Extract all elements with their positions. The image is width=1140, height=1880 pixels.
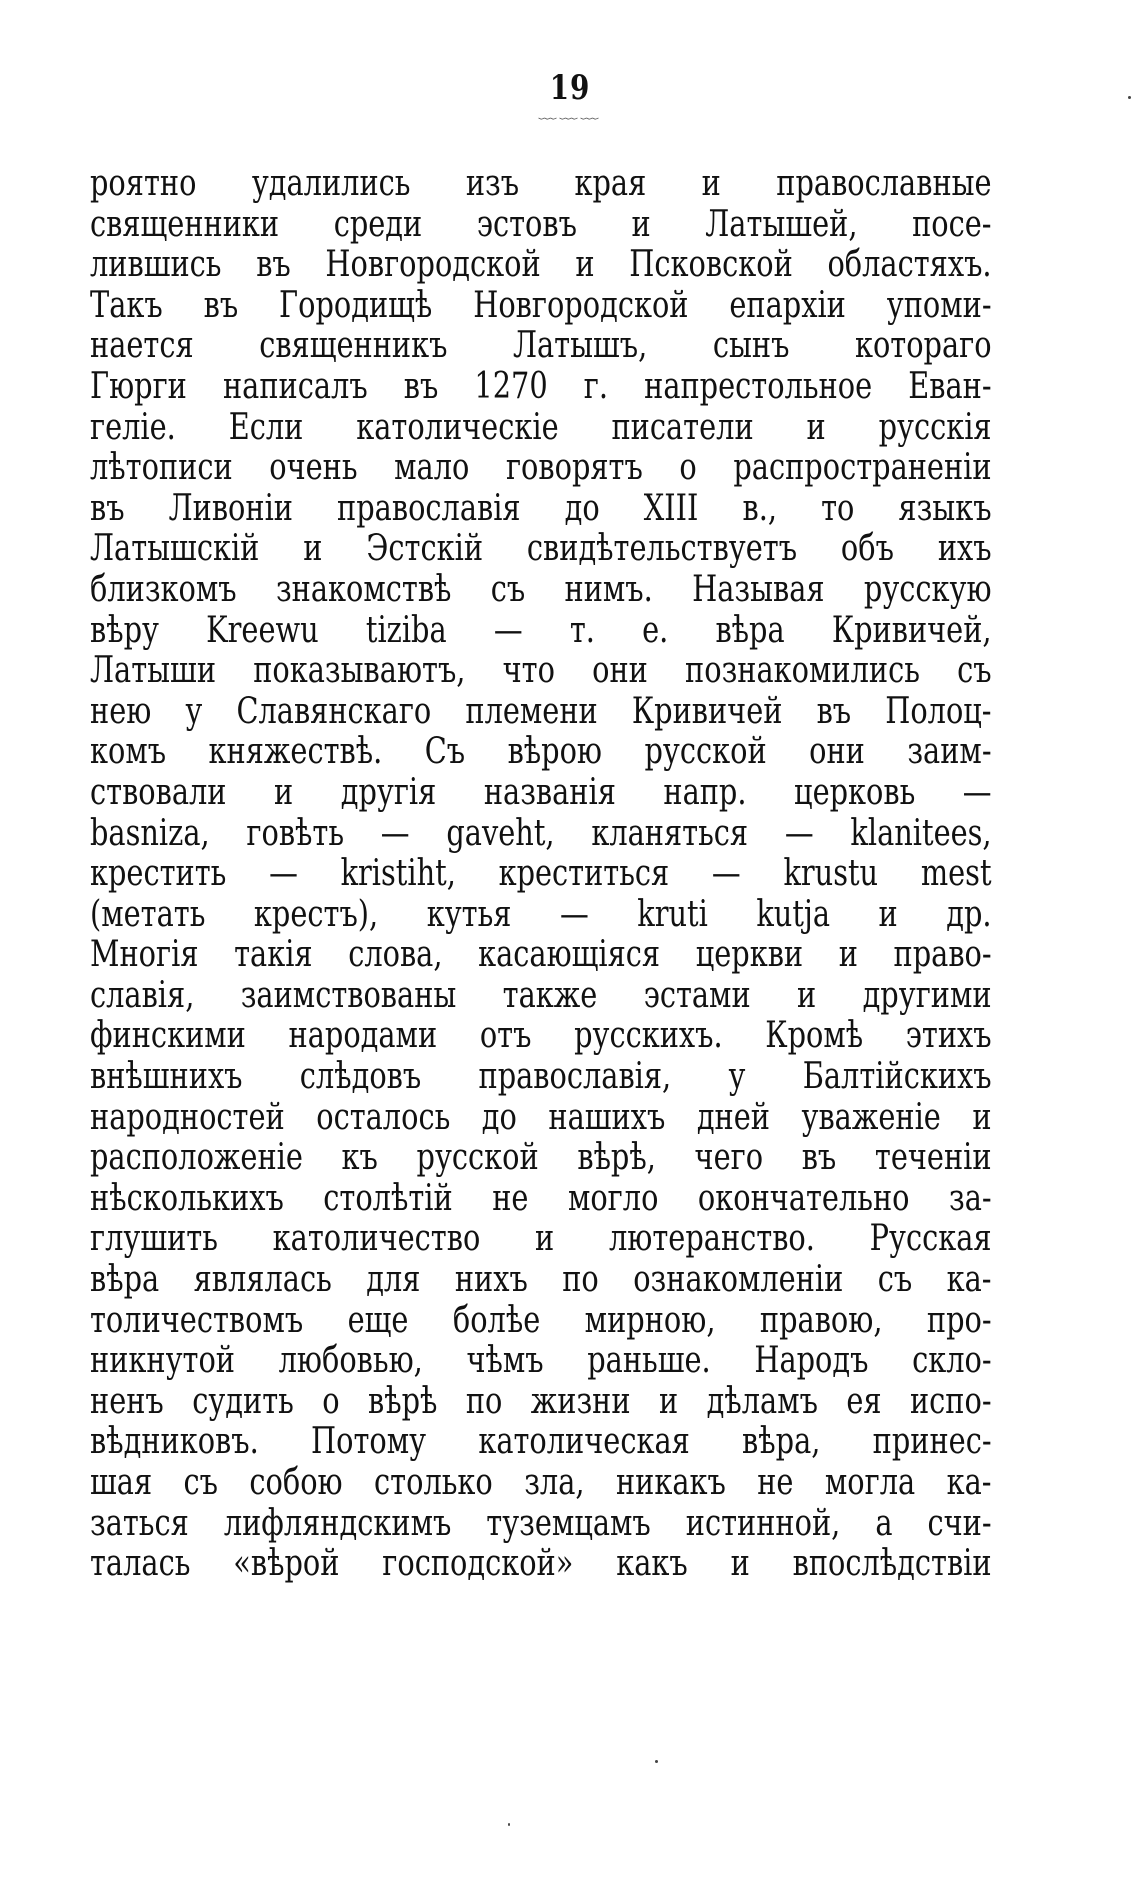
text-line: вѣдниковъ. Потому католическая вѣра, принес- xyxy=(90,1421,992,1463)
text-line: комъ княжествѣ. Съ вѣрою русской они заим- xyxy=(90,731,992,773)
text-line: Гюрги написалъ въ 1270 г. напрестольное Еван- xyxy=(90,365,992,407)
text-line: финскими народами отъ русскихъ. Кромѣ этихъ xyxy=(90,1015,992,1057)
text-line: лившись въ Новгородской и Псковской областяхъ. xyxy=(90,244,992,286)
text-line: народностей осталось до нашихъ дней уваженіе и xyxy=(90,1096,992,1138)
text-line: глушить католичество и лютеранство. Русская xyxy=(90,1218,992,1260)
text-line: нею у Славянскаго племени Кривичей въ Полоц- xyxy=(90,690,992,732)
print-speck xyxy=(1128,96,1131,99)
text-line: вѣра являлась для нихъ по ознакомленіи съ ка- xyxy=(90,1259,992,1301)
text-line: лѣтописи очень мало говорятъ о распространеніи xyxy=(90,447,992,489)
text-line: заться лифляндскимъ туземцамъ истинной, а счи- xyxy=(90,1502,992,1544)
text-line: славія, заимствованы также эстами и другими xyxy=(90,974,992,1016)
text-line: ненъ судить о вѣрѣ по жизни и дѣламъ ея испо- xyxy=(90,1380,992,1422)
body-text xyxy=(90,164,992,1585)
text-line: талась «вѣрой господской» какъ и впослѣдствіи xyxy=(90,1543,992,1585)
page-number-ornament: ﹏﹏﹏ xyxy=(538,102,602,123)
text-line: Многія такія слова, касающіяся церкви и право- xyxy=(90,934,992,976)
text-line: роятно удалились изъ края и православные xyxy=(90,163,992,204)
text-line: близкомъ знакомствѣ съ нимъ. Называя русскую xyxy=(90,568,992,610)
text-line: крестить — kristiht, креститься — krustu mest xyxy=(90,853,992,895)
text-line: толичествомъ еще болѣе мирною, правою, про- xyxy=(90,1299,992,1341)
text-line: нается священникъ Латышъ, сынъ котораго xyxy=(90,325,992,367)
text-line: въ Ливоніи православія до XIII в., то языкъ xyxy=(90,487,992,529)
text-line: расположеніе къ русской вѣрѣ, чего въ теченіи xyxy=(90,1137,992,1179)
text-line: Латышскій и Эстскій свидѣтельствуетъ объ ихъ xyxy=(90,528,992,570)
text-line: нѣсколькихъ столѣтій не могло окончательно за- xyxy=(90,1177,992,1219)
text-line: никнутой любовью, чѣмъ раньше. Народъ скло- xyxy=(90,1340,992,1382)
print-speck xyxy=(655,1760,658,1763)
text-line: ствовали и другія названія напр. церковь — xyxy=(90,771,992,813)
text-line: basniza, говѣть — gaveht, кланяться — klanitees, xyxy=(90,812,992,854)
text-line: внѣшнихъ слѣдовъ православія, у Балтійскихъ xyxy=(90,1056,992,1098)
text-line: вѣру Kreewu tiziba — т. е. вѣра Кривичей, xyxy=(90,609,992,651)
page-number: 19 xyxy=(549,68,591,108)
print-speck xyxy=(508,1823,510,1826)
text-line: (метать крестъ), кутья — kruti kutja и др. xyxy=(90,893,992,935)
text-line: священники среди эстовъ и Латышей, посе- xyxy=(90,203,992,245)
text-line: Латыши показываютъ, что они познакомились съ xyxy=(90,650,992,692)
text-line: шая съ собою столько зла, никакъ не могла ка- xyxy=(90,1462,992,1503)
text-line: геліе. Если католическіе писатели и русскія xyxy=(90,406,992,448)
text-line: Такъ въ Городищѣ Новгородской епархіи упоми- xyxy=(90,284,992,326)
